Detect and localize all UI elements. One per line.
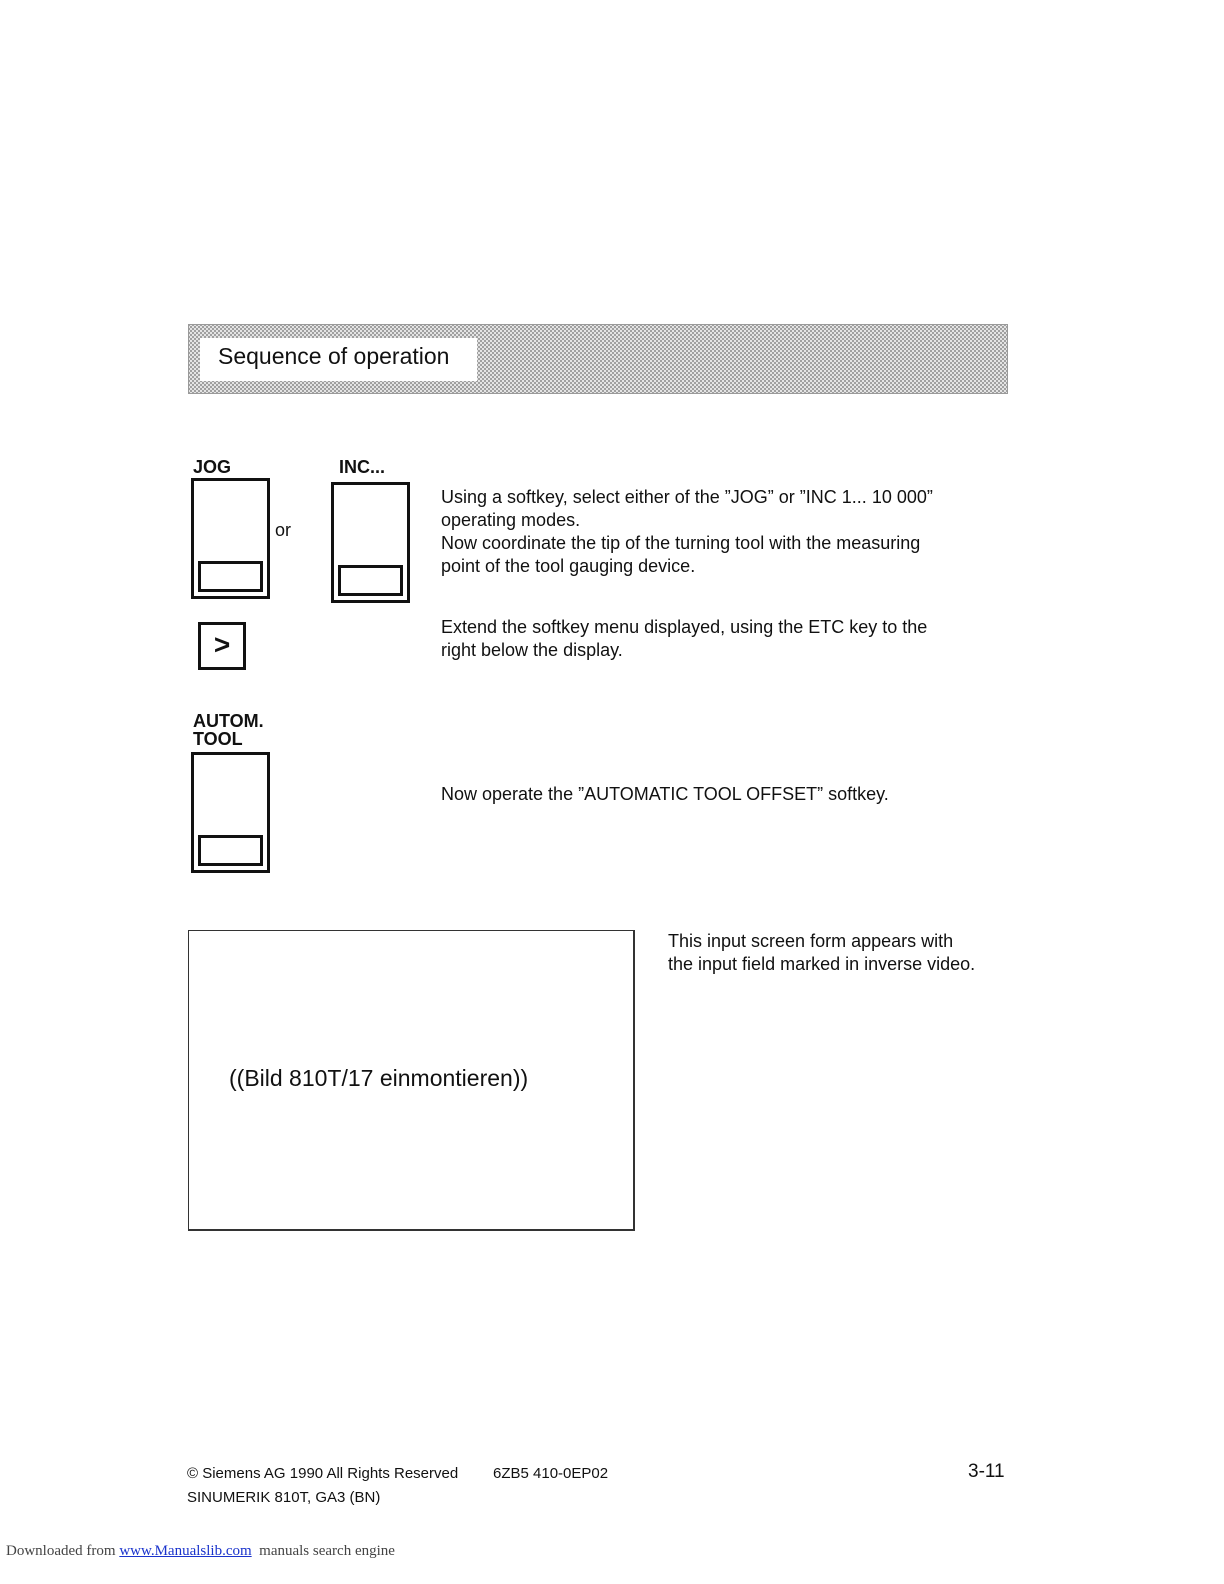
autom-tool-softkey bbox=[191, 752, 270, 873]
autom-tool-key-label bbox=[193, 712, 264, 748]
step-2-line: right below the display. bbox=[441, 640, 623, 660]
step-1-text bbox=[441, 486, 933, 578]
footer-copyright: © Siemens AG 1990 All Rights Reserved bbox=[187, 1465, 459, 1482]
step-1-line: Now coordinate the tip of the turning tool with the measuring bbox=[441, 533, 921, 553]
jog-softkey bbox=[191, 478, 270, 599]
inc-key-label: INC... bbox=[339, 457, 386, 477]
jog-softkey-button-area bbox=[198, 561, 263, 592]
step-1-line: Using a softkey, select either of the ”JOG” or ”INC 1... 10 000” bbox=[441, 487, 933, 507]
image-placeholder-text: ((Bild 810T/17 einmontieren)) bbox=[229, 1065, 529, 1091]
autom-tool-softkey-button-area bbox=[198, 835, 263, 866]
or-text: or bbox=[275, 520, 292, 540]
download-watermark bbox=[6, 1542, 395, 1560]
footer-product: SINUMERIK 810T, GA3 (BN) bbox=[187, 1489, 381, 1506]
section-title: Sequence of operation bbox=[218, 343, 450, 369]
step-3-text: Now operate the ”AUTOMATIC TOOL OFFSET” softkey. bbox=[441, 784, 889, 804]
jog-key-label: JOG bbox=[193, 457, 232, 477]
step-4-line: the input field marked in inverse video. bbox=[668, 954, 976, 974]
step-1-line: point of the tool gauging device. bbox=[441, 556, 696, 576]
footer-order-number: 6ZB5 410-0EP02 bbox=[493, 1465, 609, 1482]
step-4-line: This input screen form appears with bbox=[668, 931, 954, 951]
inc-softkey-button-area bbox=[338, 565, 403, 596]
autom-label-line2: TOOL bbox=[193, 729, 243, 749]
step-1-line: operating modes. bbox=[441, 510, 581, 530]
autom-label-line1: AUTOM. bbox=[193, 711, 264, 731]
page-number: 3-11 bbox=[968, 1461, 1005, 1482]
inc-softkey bbox=[331, 482, 410, 603]
step-2-text bbox=[441, 616, 927, 662]
etc-key-icon: > bbox=[198, 622, 246, 670]
step-4-text bbox=[668, 930, 975, 976]
manualslib-link[interactable]: www.Manualslib.com bbox=[119, 1543, 252, 1559]
watermark-suffix: manuals search engine bbox=[259, 1543, 395, 1559]
watermark-prefix: Downloaded from bbox=[6, 1543, 120, 1559]
step-2-line: Extend the softkey menu displayed, using the ETC key to the bbox=[441, 617, 928, 637]
